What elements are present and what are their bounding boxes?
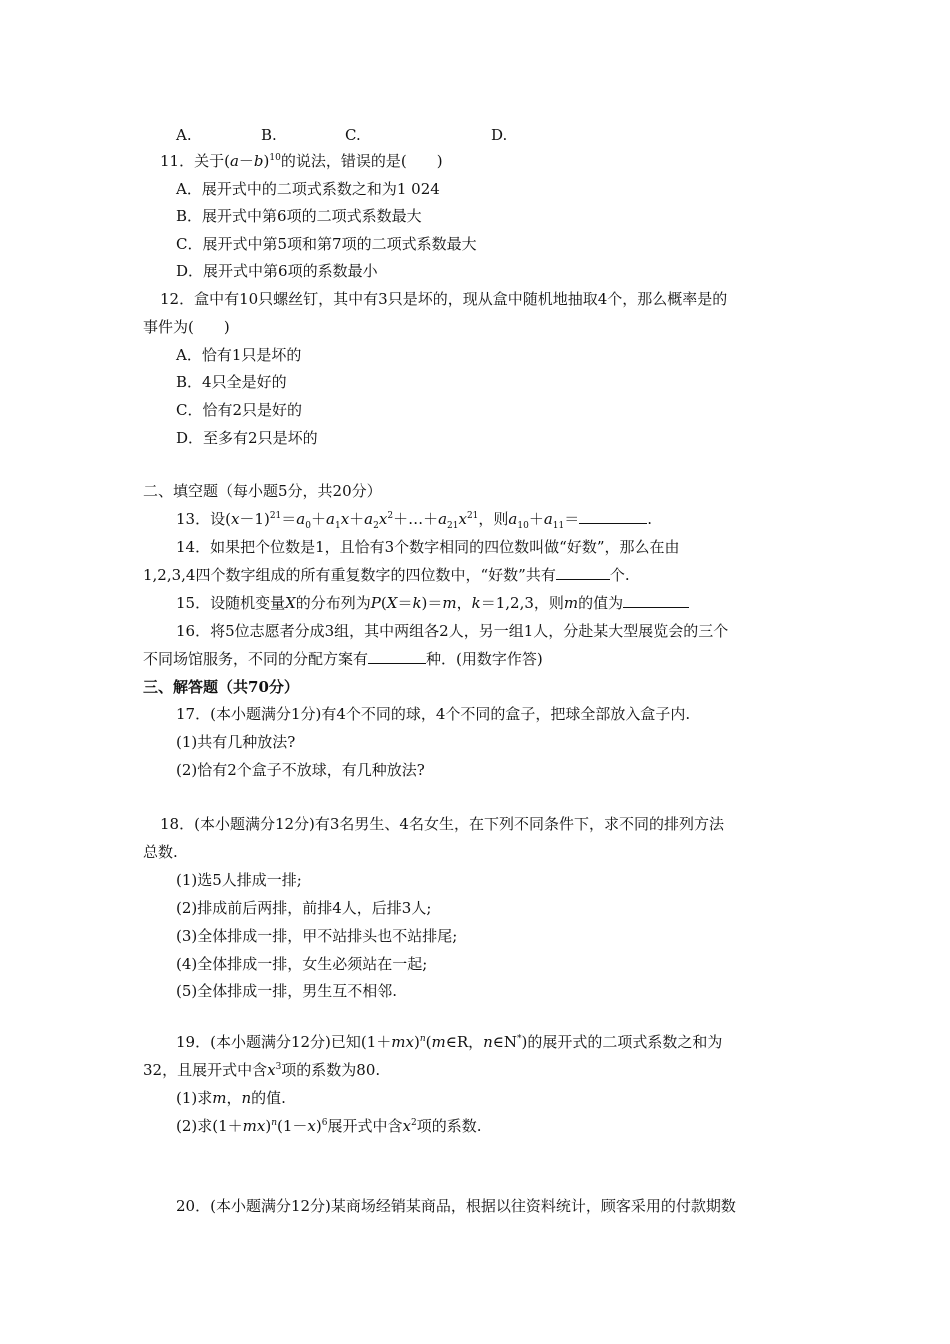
q11-option-a: A．展开式中的二项式系数之和为1 024 <box>176 180 440 198</box>
q17-line1: 17．(本小题满分1分)有4个不同的球，4个不同的盒子，把球全部放入盒子内. <box>176 705 691 723</box>
q14-line1: 14．如果把个位数是1，且恰有3个数字相同的四位数叫做“好数”，那么在由 <box>176 538 680 556</box>
q13: 13．设$(x-1)^{21}=a_0+a_1x+a_2x^2+\dots+a_{21}x^{21}$，则$a_{10}+a_{11}=$ . <box>176 510 653 531</box>
q11-option-c: C．展开式中第5项和第7项的二项式系数最大 <box>176 235 477 253</box>
q18-part3: (3)全体排成一排，甲不站排头也不站排尾; <box>176 927 458 945</box>
q19-part2: (2)求$(1+mx)^n(1-x)^6$展开式中含$x^2$项的系数. <box>176 1117 482 1135</box>
q20-line1: 20．(本小题满分12分)某商场经销某商品，根据以往资料统计，顾客采用的付款期数 <box>176 1197 736 1215</box>
q12-option-d: D．至多有2只是坏的 <box>176 429 318 447</box>
q18-part2: (2)排成前后两排，前排4人，后排3人; <box>176 899 432 917</box>
q10-option-c: C. <box>345 126 361 144</box>
q12-line1: 12．盒中有10只螺丝钉，其中有3只是坏的，现从盒中随机地抽取4个，那么概率是的 <box>160 290 728 308</box>
q19-line2: 32，且展开式中含$x^3$项的系数为80. <box>143 1061 381 1079</box>
q17-part1: (1)共有几种放法? <box>176 733 296 751</box>
q10-option-d: D. <box>491 126 508 144</box>
q14-answer-blank[interactable] <box>556 565 610 580</box>
q17-part2: (2)恰有2个盒子不放球，有几种放法? <box>176 761 425 779</box>
section-2-heading: 二、填空题（每小题5分，共20分） <box>143 482 382 500</box>
q18-part1: (1)选5人排成一排; <box>176 871 302 889</box>
q13-answer-blank[interactable] <box>579 509 647 524</box>
q16-line2: 不同场馆服务，不同的分配方案有 种．(用数字作答) <box>143 650 543 668</box>
q15-answer-blank[interactable] <box>623 593 689 608</box>
q15: 15．设随机变量X的分布列为P(X＝k)＝m，k＝1,2,3，则m的值为 <box>176 592 689 614</box>
q16-answer-blank[interactable] <box>368 649 426 664</box>
q19-line1: 19．(本小题满分12分)已知$(1+mx)^n(m\in R$，n∈N*)的展开式的二项式系数之和为 <box>176 1033 723 1051</box>
q12-line2: 事件为( ) <box>143 318 230 336</box>
q18-part4: (4)全体排成一排，女生必须站在一起; <box>176 955 428 973</box>
q19-part1: (1)求m，n的值. <box>176 1089 286 1107</box>
q11-stem: 11．关于$(a-b)^{10}$的说法，错误的是( ) <box>160 152 443 170</box>
q14-line2: 1,2,3,4四个数字组成的所有重复数字的四位数中，“好数”共有 个. <box>143 566 630 584</box>
q18-line1: 18．(本小题满分12分)有3名男生、4名女生，在下列不同条件下，求不同的排列方法 <box>160 815 724 833</box>
q10-option-b: B. <box>261 126 277 144</box>
q12-option-a: A．恰有1只是坏的 <box>176 346 302 364</box>
q18-part5: (5)全体排成一排，男生互不相邻. <box>176 982 398 1000</box>
q11-option-b: B．展开式中第6项的二项式系数最大 <box>176 207 422 225</box>
q11-option-d: D．展开式中第6项的系数最小 <box>176 262 378 280</box>
q16-line1: 16．将5位志愿者分成3组，其中两组各2人，另一组1人，分赴某大型展览会的三个 <box>176 622 729 640</box>
q12-option-b: B．4只全是好的 <box>176 373 287 391</box>
q18-line2: 总数. <box>143 843 178 861</box>
q12-option-c: C．恰有2只是好的 <box>176 401 303 419</box>
section-3-heading: 三、解答题（共70分） <box>143 678 299 696</box>
q10-option-a: A. <box>176 126 192 144</box>
